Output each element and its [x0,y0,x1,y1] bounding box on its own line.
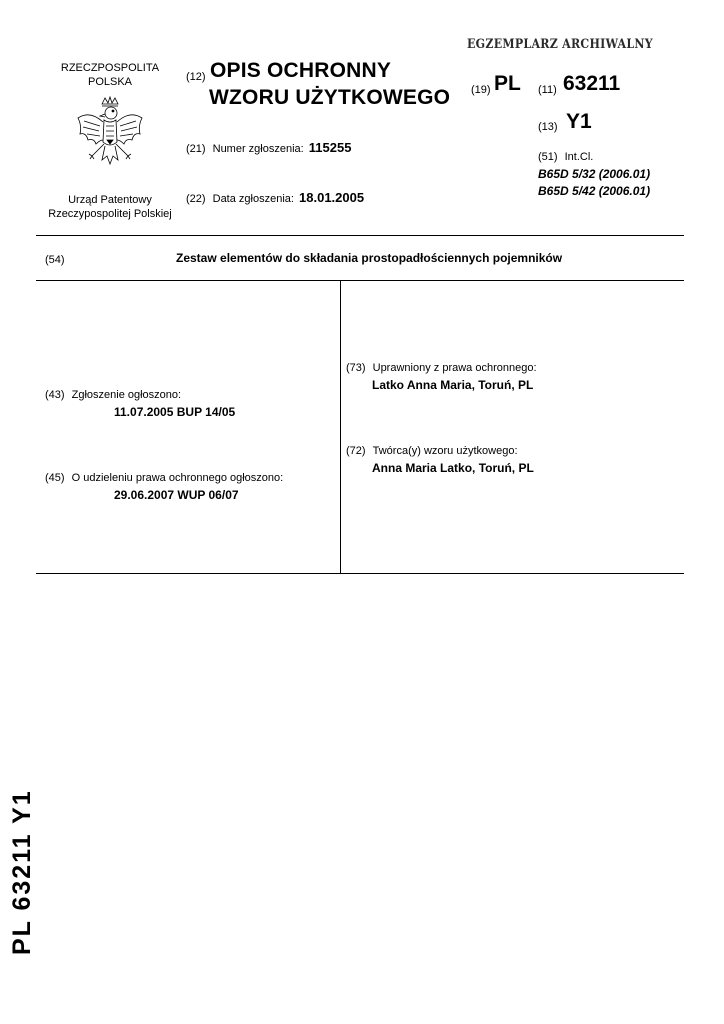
filing-date-value: 18.01.2005 [299,190,365,205]
table-column-divider [340,280,341,573]
table-bottom-border [36,573,684,574]
publication-tag: (43) [45,389,65,401]
title-tag: (54) [45,254,65,266]
document-title: Zestaw elementów do składania prostopadłościennych pojemników [176,251,563,265]
intcl-label: Int.Cl. [564,151,594,163]
side-document-code: PL 63211 Y1 [8,789,36,955]
owner-tag: (73) [346,362,366,374]
country-code-tag: (19) [471,84,491,96]
owner-label: Uprawniony z prawa ochronnego: [372,362,537,374]
app-number-label: Numer zgłoszenia: [212,143,304,155]
country-name-line2: POLSKA [87,76,133,88]
creator-label: Twórca(y) wzoru użytkowego: [372,445,518,457]
filing-date-row [186,190,364,205]
table-top-border [36,280,684,281]
filing-date-label: Data zgłoszenia: [212,193,294,205]
kind-code-tag: (13) [538,121,558,133]
intcl-class-2: B65D 5/42 (2006.01) [538,184,651,198]
filing-date-tag: (22) [186,193,206,205]
publication-label: Zgłoszenie ogłoszono: [71,389,182,401]
app-number-value: 115255 [308,140,352,155]
intcl-tag: (51) [538,151,558,163]
kind-code: Y1 [566,110,592,133]
country-name-line1: RZECZPOSPOLITA [60,62,160,74]
archive-stamp: EGZEMPLARZ ARCHIWALNY [467,37,653,52]
intcl-row [538,151,593,163]
creator-tag: (72) [346,445,366,457]
app-number-row [186,140,351,155]
office-name-line1: Urząd Patentowy [68,194,152,206]
app-number-tag: (21) [186,143,206,155]
doc-type-tag: (12) [186,71,206,83]
owner-value: Latko Anna Maria, Toruń, PL [372,378,534,392]
doc-number-tag: (11) [538,84,557,96]
creator-row [346,445,518,457]
creator-value: Anna Maria Latko, Toruń, PL [372,461,534,475]
grant-value: 29.06.2007 WUP 06/07 [114,488,239,502]
office-name-line2: Rzeczypospolitej Polskiej [48,208,172,220]
doc-number: 63211 [563,72,621,95]
owner-row [346,362,537,374]
publication-value: 11.07.2005 BUP 14/05 [114,405,236,419]
doc-type-line2: WZORU UŻYTKOWEGO [209,86,451,109]
country-code: PL [494,72,521,95]
grant-row [45,472,283,484]
grant-label: O udzieleniu prawa ochronnego ogłoszono: [71,472,284,484]
intcl-class-1: B65D 5/32 (2006.01) [538,167,651,181]
publication-row [45,389,181,401]
grant-tag: (45) [45,472,65,484]
polish-eagle-emblem-icon [72,96,148,178]
doc-type-line1: OPIS OCHRONNY [210,59,392,82]
header-divider [36,235,684,236]
